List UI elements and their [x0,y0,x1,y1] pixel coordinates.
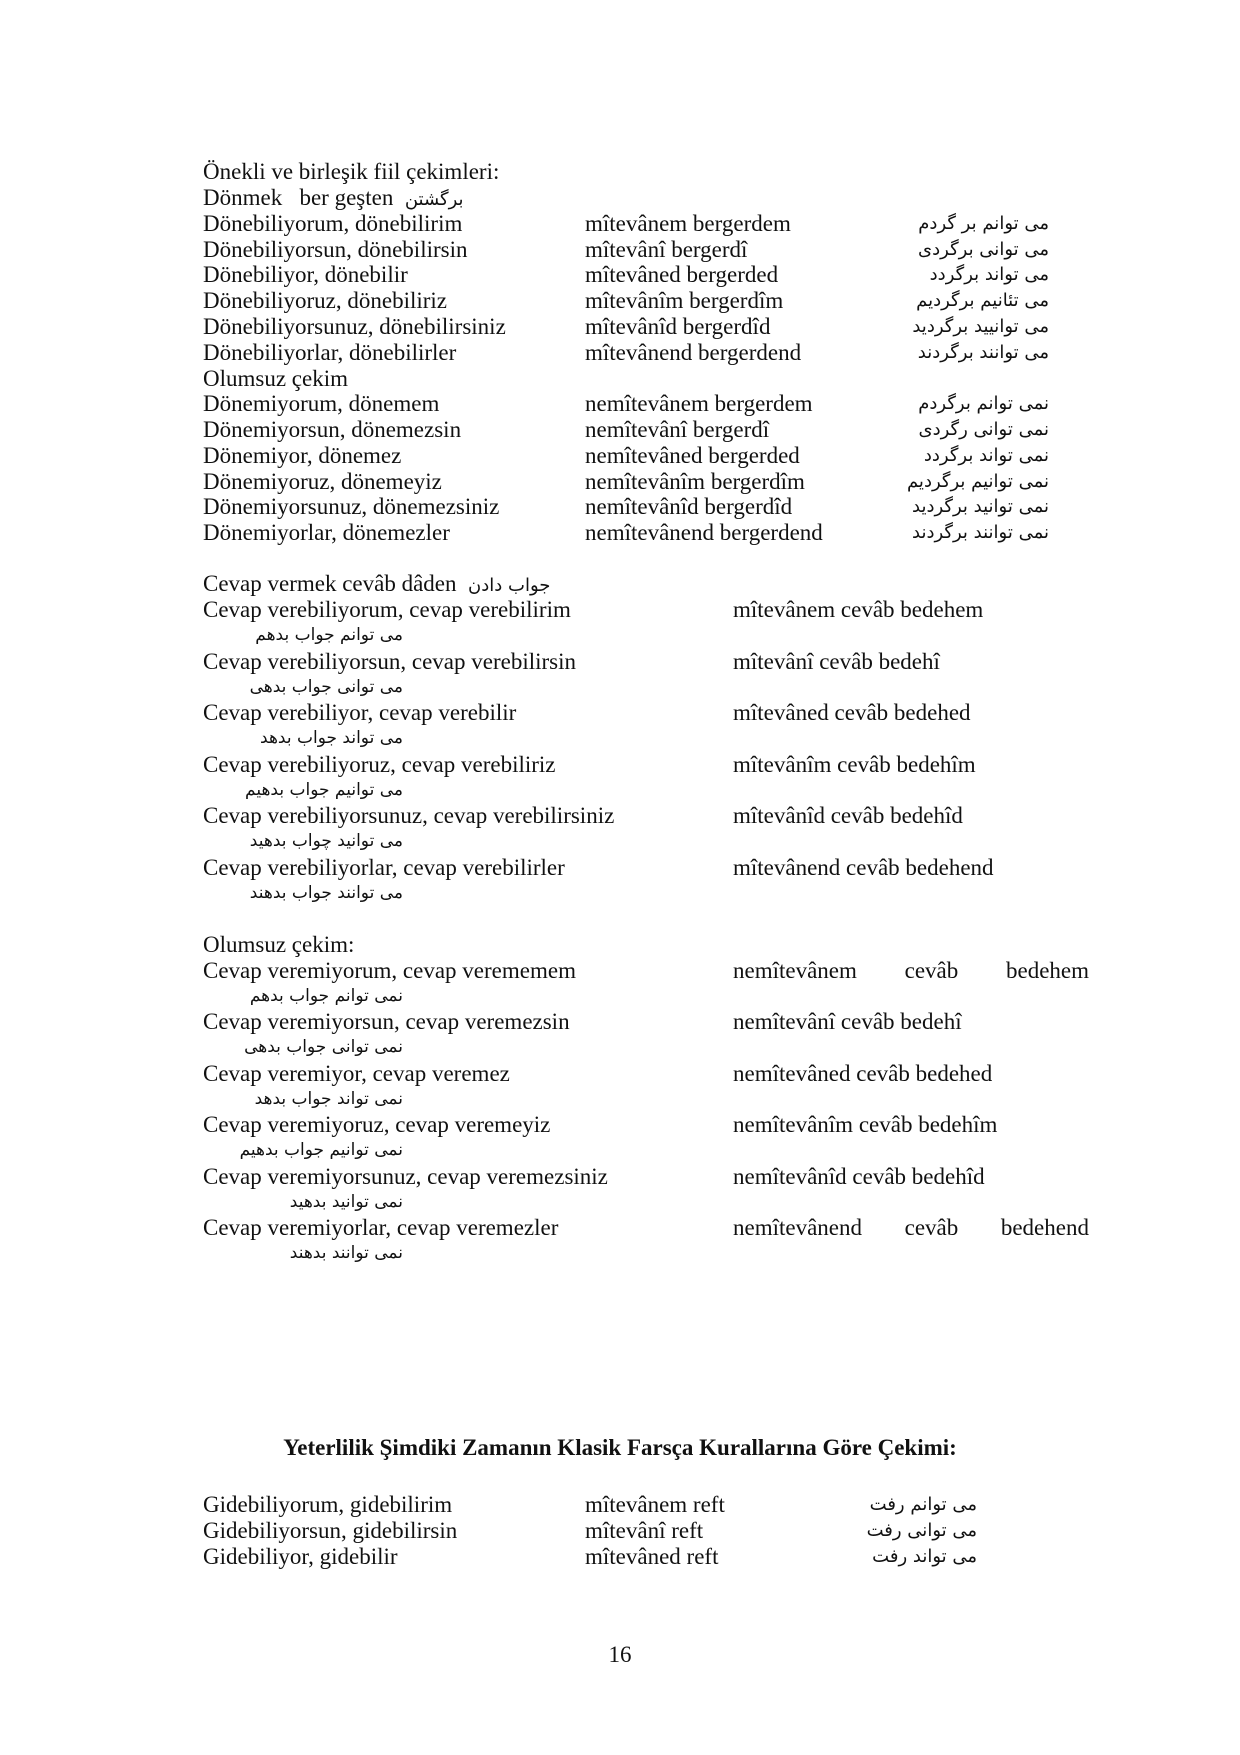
persian-line: می توانند جواب بدهند [249,883,403,903]
conjugation-row: Gidebiliyor, gidebilir mîtevâned reft می تواند رفت [203,1544,977,1569]
conjugation-row: Cevap verebiliyorsun, cevap verebilirsin mîtevânî cevâb bedehî [203,649,940,674]
conjugation-row: Cevap verebiliyoruz, cevap verebiliriz mîtevânîm cevâb bedehîm [203,752,976,777]
cevap-intro-text: Cevap vermek cevâb dâden [203,571,457,596]
persian-line: نمی توانی جواب بدهی [244,1037,403,1057]
persian-line: نمی توانند بدهند [289,1243,403,1263]
conjugation-row: Dönebiliyorsun, dönebilirsin mîtevânî bergerdî می توانی برگردی [203,237,1049,262]
conjugation-row: Cevap veremiyorsun, cevap veremezsin nemîtevânî cevâb bedehî [203,1009,962,1034]
persian-line: نمی توانید بدهید [289,1192,403,1212]
conjugation-row: Dönemiyoruz, dönemeyiz nemîtevânîm bergerdîm نمی توانیم برگردیم [203,469,1049,494]
conjugation-row: Dönebiliyorlar, dönebilirler mîtevânend bergerdend می توانند برگردند [203,340,1049,365]
conjugation-row: Cevap verebiliyorsunuz, cevap verebilirsiniz mîtevânîd cevâb bedehîd [203,803,963,828]
verb-tr: Dönmek [203,185,283,210]
subsection-title: Olumsuz çekim [203,366,348,391]
persian-line: می تواند جواب بدهد [260,728,403,748]
conjugation-row: Dönemiyorsunuz, dönemezsiniz nemîtevânîd bergerdîd نمی توانید برگردید [203,494,1049,519]
conjugation-row: Cevap veremiyoruz, cevap veremeyiz nemîtevânîm cevâb bedehîm [203,1112,998,1137]
conjugation-row: Dönebiliyorum, dönebilirim mîtevânem bergerdem می توانم بر گردم [203,211,1049,236]
conjugation-row: Cevap verebiliyor, cevap verebilir mîtevâned cevâb bedehed [203,700,971,725]
conjugation-row: Dönemiyor, dönemez nemîtevâned bergerded نمی تواند برگردد [203,443,1049,468]
conjugation-row: Cevap veremiyorum, cevap verememem nemîtevânem cevâb bedehem [203,958,1089,983]
conjugation-row: Dönebiliyorsunuz, dönebilirsiniz mîtevânîd bergerdîd می توانیید برگردید [203,314,1049,339]
persian-line: می توانی جواب بدهی [249,677,403,697]
persian-line: می توانم جواب بدهم [255,625,403,645]
subsection-title: Olumsuz çekim: [203,932,355,957]
conjugation-row: Cevap veremiyorsunuz, cevap veremezsiniz nemîtevânîd cevâb bedehîd [203,1164,985,1189]
verb-header-line [203,569,1103,598]
cevap-intro-fa: جواب دادن [468,575,551,596]
conjugation-row: Dönebiliyor, dönebilir mîtevâned bergerded می تواند برگردد [203,262,1049,287]
verb-translit: ber geşten [299,185,394,210]
conjugation-row: Dönemiyorlar, dönemezler nemîtevânend bergerdend نمی توانند برگردند [203,520,1049,545]
page-number: 16 [608,1642,632,1667]
persian-line: می توانید چواب بدهید [249,831,403,851]
conjugation-row: Cevap verebiliyorlar, cevap verebilirler mîtevânend cevâb bedehend [203,855,994,880]
verb-fa: برگشتن [404,189,464,210]
section-heading: Yeterlilik Şimdiki Zamanın Klasik Farsça Kurallarına Göre Çekimi: [283,1435,957,1460]
persian-line: نمی تواند جواب بدهد [254,1089,403,1109]
verb-header-line [203,183,1103,212]
conjugation-row: Dönemiyorsun, dönemezsin nemîtevânî bergerdî نمی توانی رگردی [203,417,1049,442]
conjugation-row: Dönebiliyoruz, dönebiliriz mîtevânîm bergerdîm می تئانیم برگردیم [203,288,1049,313]
conjugation-row: Gidebiliyorum, gidebilirim mîtevânem reft می توانم رفت [203,1492,977,1517]
persian-line: می توانیم جواب بدهیم [245,780,403,800]
conjugation-row: Cevap veremiyor, cevap veremez nemîtevâned cevâb bedehed [203,1061,993,1086]
persian-line: نمی توانم جواب بدهم [249,986,403,1006]
conjugation-row: Cevap verebiliyorum, cevap verebilirim mîtevânem cevâb bedehem [203,597,984,622]
persian-line: نمی توانیم جواب بدهیم [239,1140,403,1160]
conjugation-row: Gidebiliyorsun, gidebilirsin mîtevânî reft می توانی رفت [203,1518,977,1543]
conjugation-row: Dönemiyorum, dönemem nemîtevânem bergerdem نمی توانم برگردم [203,391,1049,416]
conjugation-row: Cevap veremiyorlar, cevap veremezler nemîtevânend cevâb bedehend [203,1215,1089,1240]
section-title: Önekli ve birleşik fiil çekimleri: [203,159,500,184]
